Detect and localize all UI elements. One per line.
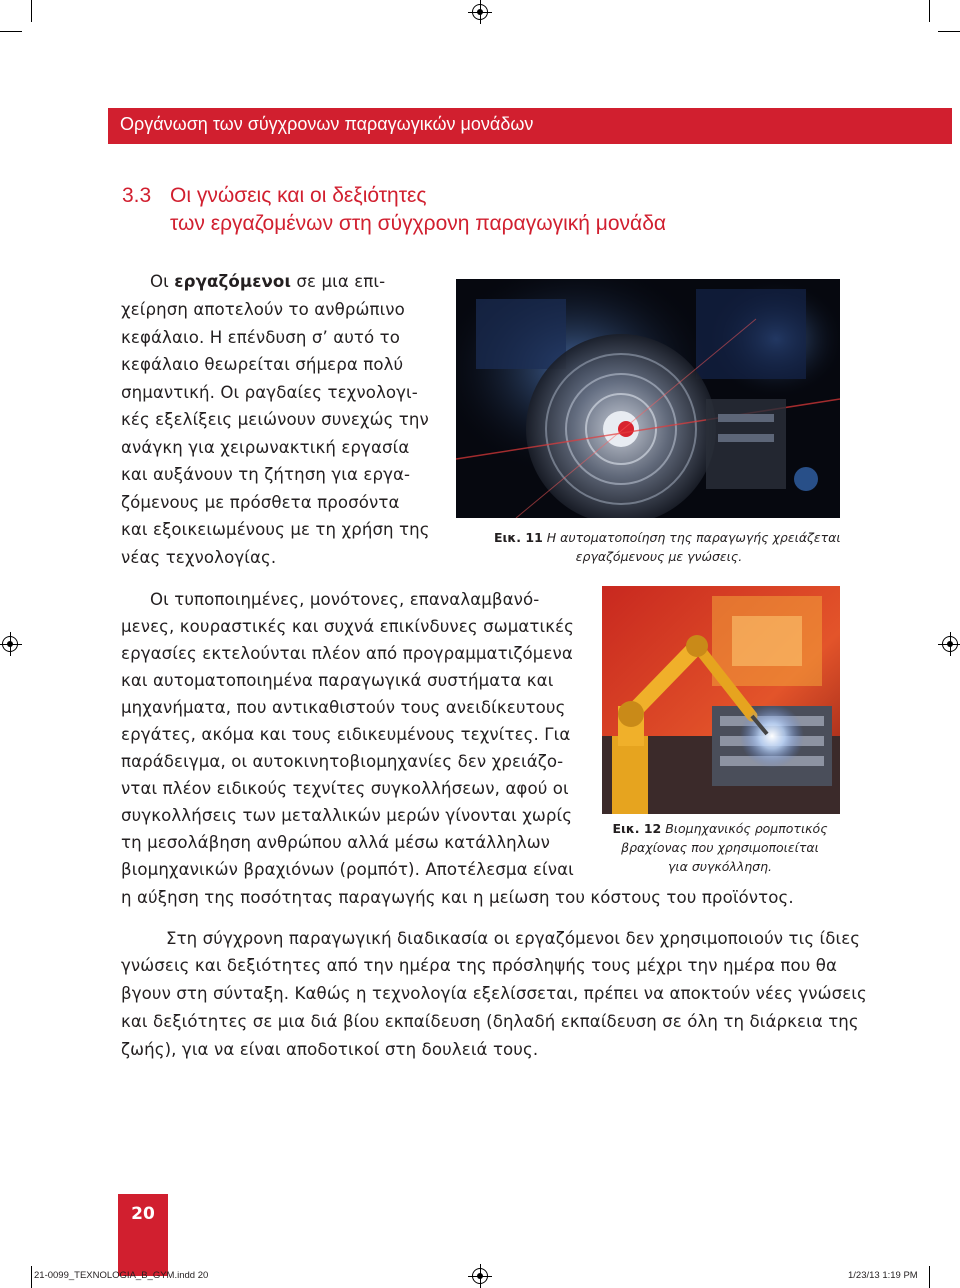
- footer-file-name: 21-0099_TEXNOLOGIA_B_GYM.indd 20: [34, 1270, 209, 1281]
- figure-11-photo: [456, 279, 840, 518]
- paragraph-line: κεφάλαιο θεωρείται σήμερα πολύ: [121, 355, 404, 374]
- paragraph-line: και εξοικειωμένους με τη χρήση της: [121, 520, 430, 539]
- figure-12-caption: Εικ. 12 Βιομηχανικός ρομποτικός: [612, 821, 828, 836]
- chapter-header-banner: [108, 108, 952, 144]
- registration-mark-icon: [2, 636, 18, 652]
- registration-mark-icon: [472, 1268, 488, 1284]
- paragraph-line: κές εξελίξεις μειώνουν συνεχώς την: [121, 410, 429, 429]
- key-term: εργαζόμενοι: [174, 272, 292, 291]
- page-number: 20: [131, 1204, 155, 1224]
- paragraph-line: νται πλέον ειδικούς τεχνίτες συγκολλήσεων, αφού οι: [121, 779, 569, 798]
- figure-12-photo: [602, 586, 840, 814]
- crop-mark: [31, 0, 32, 22]
- registration-mark-icon: [472, 4, 488, 20]
- registration-mark-icon: [942, 636, 958, 652]
- figure-11-caption-line2: εργαζόμενους με γνώσεις.: [575, 549, 743, 564]
- paragraph-line: και αυτοματοποιημένα παραγωγικά συστήματα και: [121, 671, 554, 690]
- figure-11-caption: Εικ. 11 Η αυτοματοποίηση της παραγωγής χρειάζεται: [494, 530, 841, 545]
- crop-mark: [929, 0, 930, 22]
- paragraph-line: ανάγκη για χειρωνακτική εργασία: [121, 438, 410, 457]
- paragraph-line: χείρηση αποτελούν το ανθρώπινο: [121, 300, 405, 319]
- paragraph-line: μενες, κουραστικές και συχνά επικίνδυνες σωματικές: [121, 617, 574, 636]
- paragraph-line: συγκολλήσεις των μεταλλικών μερών γίνονται χωρίς: [121, 806, 573, 825]
- paragraph-line: Στη σύγχρονη παραγωγική διαδικασία οι εργαζόμενοι δεν χρησιμοποιούν τις ίδιες: [166, 929, 861, 948]
- section-number: 3.3: [122, 184, 152, 207]
- automation-machine-image: [456, 279, 840, 518]
- footer-date: 1/23/13 1:19 PM: [848, 1270, 918, 1281]
- figure-11-label: Εικ. 11: [494, 530, 543, 545]
- crop-mark: [31, 1266, 32, 1288]
- paragraph-line: κεφάλαιο. Η επένδυση σ’ αυτό το: [121, 328, 400, 347]
- crop-mark: [929, 1266, 930, 1288]
- paragraph-line: μηχανήματα, που αντικαθιστούν τους ανειδίκευτους: [121, 698, 566, 717]
- paragraph-line: γνώσεις και δεξιότητες από την ημέρα της πρόσληψής τους μέχρι την ημέρα που θα: [121, 956, 838, 975]
- page-number-box: [118, 1194, 168, 1276]
- chapter-header-title: Οργάνωση των σύγχρονων παραγωγικών μονάδων: [120, 114, 534, 134]
- welding-robot-image: [602, 586, 840, 814]
- paragraph-line: εργασίες εκτελούνται πλέον από προγραμματιζόμενα: [121, 644, 573, 663]
- paragraph-line: Οι εργαζόμενοι σε μια επι-: [150, 272, 386, 291]
- figure-12-caption-line3: για συγκόλληση.: [668, 859, 772, 874]
- paragraph-line: η αύξηση της ποσότητας παραγωγής και η μείωση του κόστους του προϊόντος.: [121, 888, 794, 907]
- paragraph-line: παράδειγμα, οι αυτοκινητοβιομηχανίες δεν χρειάζο-: [121, 752, 564, 771]
- paragraph-line: βιομηχανικών βραχιόνων (ρομπότ). Αποτέλεσμα είναι: [121, 860, 574, 879]
- paragraph-line: και δεξιότητες σε μια διά βίου εκπαίδευση (δηλαδή εκπαίδευση σε όλη τη διάρκεια της: [121, 1012, 859, 1031]
- figure-12-caption-line2: βραχίονας που χρησιμοποιείται: [621, 840, 819, 855]
- paragraph-line: και αυξάνουν τη ζήτηση για εργα-: [121, 465, 411, 484]
- paragraph-line: ζωής), για να είναι αποδοτικοί στη δουλειά τους.: [121, 1040, 539, 1059]
- crop-mark: [0, 31, 22, 32]
- section-title-line1: Οι γνώσεις και οι δεξιότητες: [170, 184, 427, 207]
- paragraph-line: βγουν στη σύνταξη. Καθώς η τεχνολογία εξελίσσεται, πρέπει να αποκτούν νέες γνώσεις: [121, 984, 867, 1003]
- paragraph-line: ζόμενους με πρόσθετα προσόντα: [121, 493, 400, 512]
- paragraph-line: σημαντική. Οι ραγδαίες τεχνολογι-: [121, 383, 418, 402]
- crop-mark: [938, 31, 960, 32]
- figure-12-label: Εικ. 12: [612, 821, 662, 836]
- section-title-line2: των εργαζομένων στη σύγχρονη παραγωγική μονάδα: [170, 212, 667, 235]
- paragraph-line: εργάτες, ακόμα και τους ειδικευμένους τεχνίτες. Για: [121, 725, 571, 744]
- paragraph-line: τη μεσολάβηση ανθρώπου αλλά μέσω κατάλληλων: [121, 833, 551, 852]
- paragraph-line: Οι τυποποιημένες, μονότονες, επαναλαμβανό-: [150, 590, 540, 609]
- paragraph-line: νέας τεχνολογίας.: [121, 548, 277, 567]
